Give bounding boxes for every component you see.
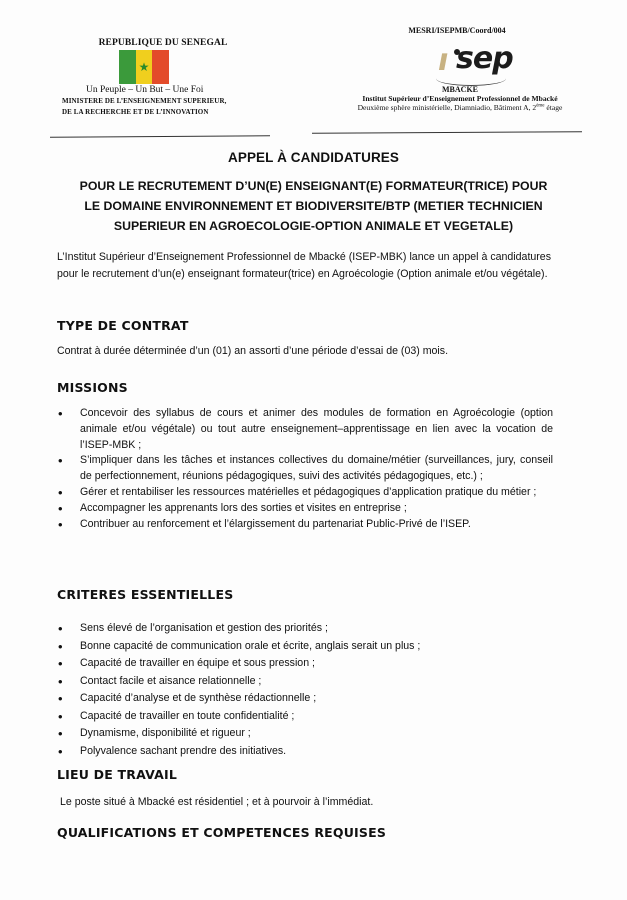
ministry-line-2: DE LA RECHERCHE ET DE L’INNOVATION [62,108,209,116]
list-item: • Capacité de travailler en équipe et sous pression ; [57,655,553,673]
logo-accent: ı [438,43,449,78]
list-item: • Contribuer au renforcement et l’élargissement du partenariat Public-Privé de l’ISEP. [57,517,553,533]
document-reference: MESRI/ISEPMB/Coord/004 [408,26,506,35]
section-heading-qualifications: QUALIFICATIONS ET COMPETENCES REQUISES [57,825,387,840]
flag-stripe-red [152,50,169,84]
header-divider-right [312,131,582,133]
institute-name: Institut Supérieur d’Enseignement Professionnel de Mbacké [362,94,558,103]
senegal-flag-icon [119,50,169,84]
letterhead-right [330,26,620,112]
intro-paragraph: L’Institut Supérieur d’Enseignement Professionnel de Mbacké (ISEP-MBK) lance un appel à candidatures pour le recrutement d’un(e) enseignant formateur(trice) en Agroécologie (Option animale et/ou végétale). [57,251,551,280]
address-end: étage [544,103,563,112]
list-item: • Gérer et rentabiliser les ressources matérielles et pédagogiques d’application pratique du métier ; [57,485,553,501]
section-heading-contract: TYPE DE CONTRAT [57,318,189,333]
list-item: • Capacité de travailler en toute confidentialité ; [57,708,553,726]
list-item: • Polyvalence sachant prendre des initiatives. [57,743,553,761]
header-divider-left [50,135,270,138]
list-item: • S’impliquer dans les tâches et instances collectives du domaine/métier (surveillances, jury, conseil de perfectionnement, réunions pédagogiques, suivi des activités pédagogiques, etc.) ; [57,453,553,485]
isep-logo-icon [434,41,514,83]
subtitle-line-1: POUR LE RECRUTEMENT D’UN(E) ENSEIGNANT(E) FORMATEUR(TRICE) POUR [79,179,548,193]
ministry-line-1: MINISTERE DE L’ENSEIGNEMENT SUPERIEUR, [62,97,227,105]
workplace-text: Le poste situé à Mbacké est résidentiel ; et à pourvoir à l’immédiat. [60,796,374,808]
address-superscript: ème [536,103,545,109]
city-name: MBACKE [442,85,478,94]
section-heading-missions: MISSIONS [57,380,128,395]
subtitle-line-3: SUPERIEUR EN AGROECOLOGIE-OPTION ANIMALE ET VEGETALE) [113,219,514,233]
list-item: • Dynamisme, disponibilité et rigueur ; [57,725,553,743]
address-text: Deuxième sphère ministérielle, Diamniadio, Bâtiment A, 2 [357,103,537,112]
national-motto: Un Peuple – Un But – Une Foi [86,85,204,95]
section-heading-criteria: CRITERES ESSENTIELLES [57,587,234,602]
logo-swoosh [436,71,506,86]
logo-text: sep [456,41,513,76]
page-title: APPEL À CANDIDATURES [227,150,399,165]
flag-stripe-green [119,50,136,84]
list-item: • Sens élevé de l’organisation et gestion des priorités ; [57,620,553,638]
list-item: • Bonne capacité de communication orale et écrite, anglais serait un plus ; [57,638,553,656]
page-subtitle [20,176,607,236]
missions-list [57,406,553,532]
institute-address [300,103,620,112]
star-icon: ★ [138,59,150,74]
country-name: REPUBLIQUE DU SENEGAL [98,38,228,48]
criteria-list [57,620,553,760]
contract-text: Contrat à durée déterminée d’un (01) an assorti d’une période d’essai de (03) mois. [57,345,449,357]
letterhead-left [62,38,262,117]
list-item: • Capacité d’analyse et de synthèse rédactionnelle ; [57,690,553,708]
list-item: • Contact facile et aisance relationnelle ; [57,673,553,691]
list-item: • Concevoir des syllabus de cours et animer des modules de formation en Agroécologie (option animale et/ou végétale) ou tout autre enseignement–apprentissage en lien avec la vocation de l’ISEP-MBK ; [57,406,553,453]
subtitle-line-2: LE DOMAINE ENVIRONNEMENT ET BIODIVERSITE/BTP (METIER TECHNICIEN [84,199,543,213]
section-heading-workplace: LIEU DE TRAVAIL [57,767,178,782]
list-item: • Accompagner les apprenants lors des sorties et visites en entreprise ; [57,501,553,517]
